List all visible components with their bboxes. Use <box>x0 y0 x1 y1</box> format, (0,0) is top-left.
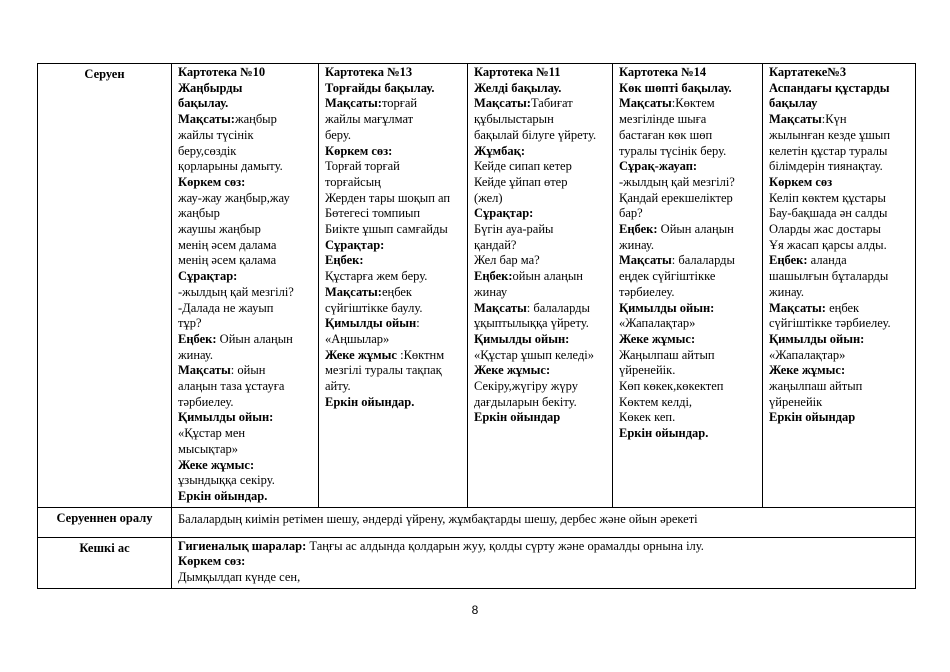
dinner-row-content <box>172 537 916 588</box>
card-line: білімдерін тиянақтау. <box>769 159 883 174</box>
card-line: Аспандағы құстарды <box>769 80 890 95</box>
card-line: Еркін ойындар <box>769 410 856 425</box>
card-line: Жаңбырды <box>178 80 243 95</box>
card-line <box>474 301 606 317</box>
card-line: бақылау. <box>178 96 229 111</box>
card-line: Көркем сөз: <box>178 174 246 189</box>
card-line: мезгілінде шыға <box>619 112 707 127</box>
card-line: Бөтегесі томпиып <box>325 206 421 221</box>
card-line: үйренейік <box>769 394 823 409</box>
card-line-text: :Күн <box>821 112 847 127</box>
card-line: Сұрақтар: <box>474 206 534 221</box>
card-line: бақылай білуге үйрету. <box>474 127 597 142</box>
card-line: Жеке жұмыс: <box>178 457 255 472</box>
card-line: Қимылды ойын: <box>619 300 715 315</box>
card-line: Көркем сөз: <box>325 143 393 158</box>
card-line: Секіру,жүгіру жүру <box>474 379 578 394</box>
hygiene-label: Гигиеналық шаралар: <box>178 538 307 553</box>
card-line: Бау-бақшада ән салды <box>769 206 888 221</box>
card-line: бар? <box>619 206 643 221</box>
card-line: Сұрақтар: <box>178 269 238 284</box>
card-line-text: : балаларды <box>671 253 735 268</box>
card-line: -жылдың қай мезгілі? <box>619 174 735 189</box>
card-line-heading: Еңбек: <box>769 253 808 268</box>
card-line: жаушы жаңбыр <box>178 222 261 237</box>
card-line-text: Табиғат <box>530 96 573 111</box>
dinner-row <box>38 537 916 588</box>
card-line <box>178 363 312 379</box>
walk-row-label: Серуен <box>38 64 172 508</box>
card-line <box>325 285 461 301</box>
card-line: Кейде сипап кетер <box>474 159 572 174</box>
card-line-heading: Еңбек: <box>178 331 217 346</box>
card-line-text: аланда <box>807 253 847 268</box>
card-line: (жел) <box>474 190 503 205</box>
card-line: құбылыстарын <box>474 112 554 127</box>
card-line: торғайсың <box>325 174 381 189</box>
card-line: Жерден тары шоқып ап <box>325 190 451 205</box>
card-line: Жеке жұмыс: <box>474 363 551 378</box>
card-line: сүйгіштікке тәрбиелеу. <box>769 316 891 331</box>
card-line <box>178 112 312 128</box>
card-line-text: : ойын <box>230 363 266 378</box>
card-line-text: :Көктем <box>671 96 715 111</box>
card-line <box>325 96 461 112</box>
card-line-heading: Мақсаты: <box>178 112 235 127</box>
card-line: Көк шөпті бақылау. <box>619 80 732 95</box>
daily-plan-table <box>37 63 916 589</box>
card-line-text: :Көктнм <box>396 347 445 362</box>
card-line: Еркін ойындар. <box>325 394 415 409</box>
card-line-text: : балаларды <box>526 300 590 315</box>
card-line-text: Ойын алаңын <box>216 331 293 346</box>
card-line <box>474 96 606 112</box>
card-line <box>474 269 606 285</box>
card-line-heading: Қимылды ойын <box>325 316 417 331</box>
card-line <box>325 348 461 364</box>
card-line: Қандай ерекшеліктер <box>619 190 733 205</box>
card-line: Биікте ұшып самғайды <box>325 222 448 237</box>
card-line: Еркін ойындар. <box>619 426 709 441</box>
card-line-heading: Мақсаты <box>769 112 822 127</box>
hygiene-text: Таңғы ас алдында қолдарын жуу, қолды сүрту және орамалды орнына ілу. <box>306 538 704 553</box>
card-line: келетін құстар туралы <box>769 143 888 158</box>
card-line: Торғай торғай <box>325 159 400 174</box>
page-number: 8 <box>471 603 479 617</box>
card-line: жылынған кезде ұшып <box>769 127 891 142</box>
card-line: бақылау <box>769 96 818 111</box>
card-line: Картатеке№3 <box>769 65 847 79</box>
card-line <box>325 316 461 332</box>
card-line <box>619 253 756 269</box>
card-line: Көктем келді, <box>619 394 693 409</box>
card-line: Желді бақылау. <box>474 80 562 95</box>
card-line: Көкек кеп. <box>619 410 676 425</box>
card-line: айту. <box>325 379 351 394</box>
card-line-text: торғай <box>381 96 418 111</box>
card-line: Қимылды ойын: <box>178 410 274 425</box>
card-line: жинау. <box>769 284 805 299</box>
card-line-heading: Мақсаты <box>619 96 672 111</box>
card-line: Картотека №13 <box>325 65 413 79</box>
card-line: тұр? <box>178 316 202 331</box>
card-line-heading: Мақсаты: <box>474 96 531 111</box>
card-line-heading: Мақсаты <box>178 363 231 378</box>
card-line-text: еңбек <box>825 300 860 315</box>
card-line: менің әсем қалама <box>178 253 277 268</box>
card-line: алаңын таза ұстауға <box>178 379 285 394</box>
card-line-text: Ойын алаңын <box>657 222 734 237</box>
card-line: Ұя жасап қарсы алды. <box>769 237 887 252</box>
walk-card-3 <box>763 64 916 508</box>
card-line: дағдыларын бекіту. <box>474 394 577 409</box>
card-line: тәрбиелеу. <box>619 284 675 299</box>
card-line-heading: Жеке жұмыс <box>325 347 397 362</box>
card-line: Жеке жұмыс: <box>619 331 696 346</box>
card-line: бастаған көк шөп <box>619 127 713 142</box>
card-line: Картотека №14 <box>619 65 707 79</box>
card-line: қорларыны дамыту. <box>178 159 283 174</box>
return-row-label: Серуеннен оралу <box>38 507 172 537</box>
walk-card-10 <box>172 64 319 508</box>
card-line-heading: Мақсаты <box>619 253 672 268</box>
card-line-text: жаңбыр <box>234 112 277 127</box>
card-line: еңдек сүйгіштікке <box>619 269 716 284</box>
card-line: жинау. <box>619 237 655 252</box>
walk-row <box>38 64 916 508</box>
walk-card-13 <box>319 64 468 508</box>
return-row-text: Балалардың киімін ретімен шешу, әндерді үйрену, жұмбақтарды шешу, дербес және ойын әрекеті <box>172 507 916 537</box>
card-line: жау-жау жаңбыр,жау <box>178 190 290 205</box>
card-line: Еңбек: <box>325 253 364 268</box>
card-line: Жұмбақ: <box>474 143 525 158</box>
card-line: беру. <box>325 127 351 142</box>
card-line: қандай? <box>474 237 517 252</box>
card-line: ұзындыққа секіру. <box>178 473 275 488</box>
card-line: жайлы мағұлмат <box>325 112 414 127</box>
card-line-text: : <box>416 316 420 331</box>
card-line: «Құстар ұшып келеді» <box>474 347 595 362</box>
card-line: туралы түсінік беру. <box>619 143 727 158</box>
card-line: Еркін ойындар. <box>178 488 268 503</box>
card-line: Қимылды ойын: <box>769 331 865 346</box>
card-line: -Далада не жауып <box>178 300 274 315</box>
card-line: Қимылды ойын: <box>474 331 570 346</box>
card-line-text: еңбек <box>381 284 413 299</box>
card-line: үйренейік. <box>619 363 676 378</box>
card-line: «Құстар мен <box>178 426 246 441</box>
card-line: Жаңылпаш айтып <box>619 347 715 362</box>
walk-card-11 <box>468 64 613 508</box>
return-row <box>38 507 916 537</box>
card-line: тәрбиелеу. <box>178 394 234 409</box>
card-line: сүйгіштікке баулу. <box>325 300 423 315</box>
card-line: шашылғын бұталарды <box>769 269 889 284</box>
card-line-heading: Мақсаты <box>474 300 527 315</box>
card-line: «Аңшылар» <box>325 331 390 346</box>
card-line: Құстарға жем беру. <box>325 269 428 284</box>
card-line: Жел бар ма? <box>474 253 540 268</box>
card-line-heading: Еңбек: <box>619 222 658 237</box>
card-line: менің әсем далама <box>178 237 277 252</box>
walk-card-14 <box>613 64 763 508</box>
card-line: Бүгін ауа-райы <box>474 222 554 237</box>
card-line: Келіп көктем құстары <box>769 190 886 205</box>
card-line: Оларды жас достары <box>769 222 881 237</box>
dinner-row-label: Кешкі ас <box>38 537 172 588</box>
card-line <box>178 332 312 348</box>
card-line: мысықтар» <box>178 441 238 456</box>
card-line: -жылдың қай мезгілі? <box>178 284 294 299</box>
card-line-heading: Мақсаты: <box>325 284 382 299</box>
card-line-heading: Мақсаты: <box>325 96 382 111</box>
card-line <box>619 96 756 112</box>
card-line: Жеке жұмыс: <box>769 363 846 378</box>
card-line <box>769 301 909 317</box>
card-line: жаңылпаш айтып <box>769 379 863 394</box>
card-line-heading: Еңбек: <box>474 269 513 284</box>
card-line: Көп көкек,көкектеп <box>619 379 724 394</box>
card-line <box>619 222 756 238</box>
card-line: Көркем сөз <box>769 174 833 189</box>
card-line: мезгілі туралы тақпақ <box>325 363 442 378</box>
card-line: жаңбыр <box>178 206 220 221</box>
card-line: Еркін ойындар <box>474 410 561 425</box>
card-line: «Жапалақтар» <box>769 347 846 362</box>
card-line: ұқыптылыққа үйрету. <box>474 316 589 331</box>
card-line: Сұрақ-жауап: <box>619 159 698 174</box>
card-line: жинау. <box>178 347 214 362</box>
art-word-label: Көркем сөз: <box>178 554 246 569</box>
card-line: Сұрақтар: <box>325 237 385 252</box>
art-word-text: Дымқылдап күнде сен, <box>178 570 301 585</box>
card-line <box>769 253 909 269</box>
card-line: жайлы түсінік <box>178 127 254 142</box>
card-line: жинау <box>474 284 508 299</box>
card-line: Картотека №11 <box>474 65 561 79</box>
card-line: Торғайды бақылау. <box>325 80 435 95</box>
card-line-heading: Мақсаты: <box>769 300 826 315</box>
card-line: Кейде ұйпап өтер <box>474 174 568 189</box>
card-line-text: ойын алаңын <box>512 269 583 284</box>
card-line: беру,сөздік <box>178 143 237 158</box>
card-line: Картотека №10 <box>178 65 266 79</box>
card-line <box>769 112 909 128</box>
card-line: «Жапалақтар» <box>619 316 696 331</box>
